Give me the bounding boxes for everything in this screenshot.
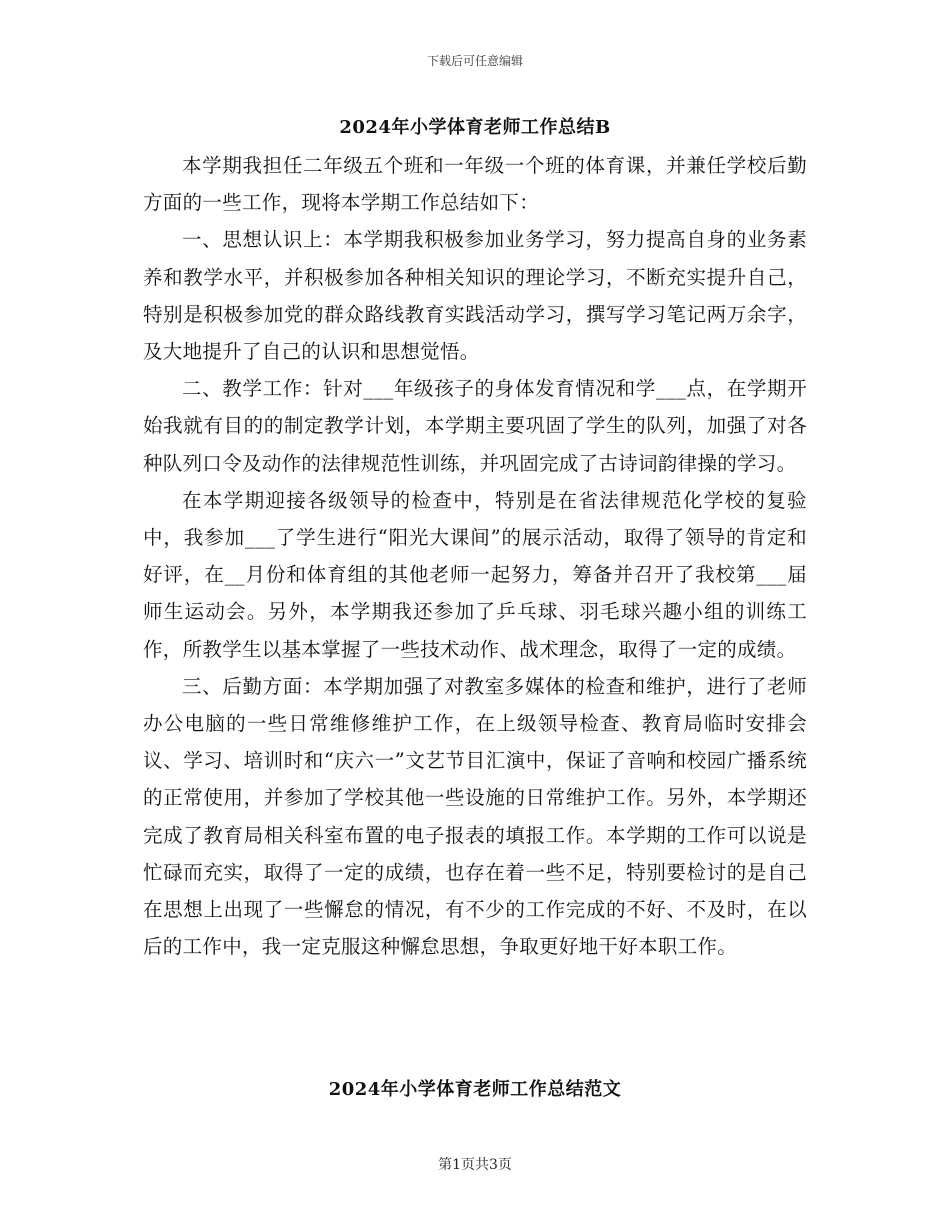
paragraph-inspection: 在本学期迎接各级领导的检查中，特别是在省法律规范化学校的复验中，我参加___了学生进行“阳光大课间”的展示活动，取得了领导的肯定和好评，在__月份和体育组的其他老师一起努力，筹备并召开了我校第___届师生运动会。另外，本学期我还参加了乒乓球、羽毛球兴趣小组的训练工作，所教学生以基本掌握了一些技术动作、战术理念，取得了一定的成绩。 — [143, 488, 807, 661]
document-title: 2024年小学体育老师工作总结B — [339, 117, 611, 138]
page-number: 第1页共3页 — [438, 1157, 512, 1173]
download-note: 下载后可任意编辑 — [426, 54, 523, 68]
paragraph-intro: 本学期我担任二年级五个班和一年级一个班的体育课，并兼任学校后勤方面的一些工作，现将本学期工作总结如下： — [143, 154, 807, 215]
next-section-title: 2024年小学体育老师工作总结范文 — [328, 1079, 622, 1100]
paragraph-teaching: 二、教学工作：针对___年级孩子的身体发育情况和学___点，在学期开始我就有目的的制定教学计划，本学期主要巩固了学生的队列，加强了对各种队列口令及动作的法律规范性训练，并巩固完成了古诗词韵律操的学习。 — [143, 377, 807, 475]
paragraph-ideology: 一、思想认识上：本学期我积极参加业务学习，努力提高自身的业务素养和教学水平，并积极参加各种相关知识的理论学习，不断充实提升自己，特别是积极参加党的群众路线教育实践活动学习，撰写学习笔记两万余字，及大地提升了自己的认识和思想觉悟。 — [143, 228, 807, 364]
document-body — [143, 147, 807, 965]
paragraph-logistics: 三、后勤方面：本学期加强了对教室多媒体的检查和维护，进行了老师办公电脑的一些日常维修维护工作，在上级领导检查、教育局临时安排会议、学习、培训时和“庆六一”文艺节目汇演中，保证了音响和校园广播系统的正常使用，并参加了学校其他一些设施的日常维护工作。另外，本学期还完成了教育局相关科室布置的电子报表的填报工作。本学期的工作可以说是忙碌而充实，取得了一定的成绩，也存在着一些不足，特别要检讨的是自己在思想上出现了一些懈怠的情况，有不少的工作完成的不好、不及时，在以后的工作中，我一定克服这种懈怠思想，争取更好地干好本职工作。 — [143, 674, 807, 959]
